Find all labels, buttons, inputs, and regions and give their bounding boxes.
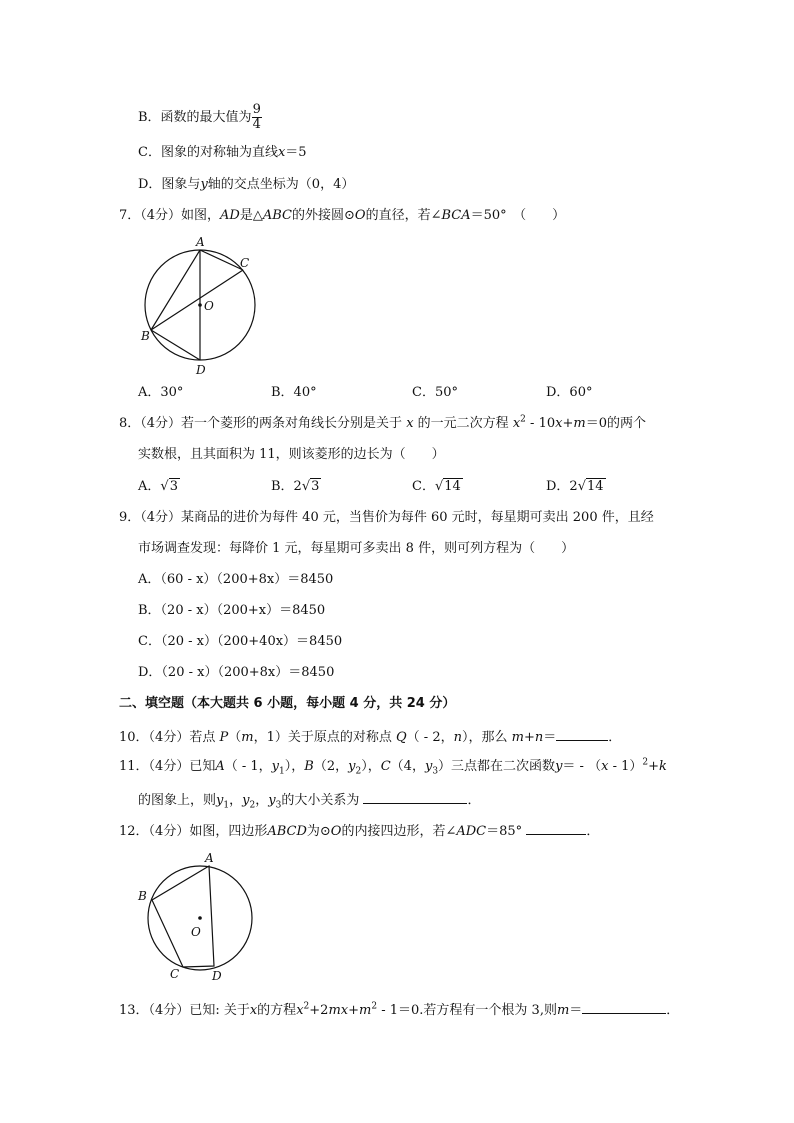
q7-label-d: D [196, 363, 206, 377]
q8-option-c-sqrt: √14 [434, 479, 461, 494]
q9-option-b: B．（20 - x）（200+x）＝8450 [138, 603, 326, 618]
q8-option-b-sqrt: √3 [301, 479, 320, 494]
q7-chord-ac [200, 250, 243, 270]
q13-answer-blank[interactable] [582, 1000, 666, 1014]
q8-option-b: B．2√3 [271, 479, 320, 494]
q12-label-a: A [205, 851, 214, 865]
q11-answer-blank[interactable] [363, 790, 467, 804]
q7-option-b: B．40° [271, 385, 317, 400]
q7-center-dot [198, 303, 202, 307]
q12-label-b: B [138, 889, 147, 903]
q8-option-d-sqrt: √14 [577, 479, 604, 494]
q8-option-d: D．2√14 [546, 479, 604, 494]
q8-stem-line1: 8．（4分）若一个菱形的两条对角线长分别是关于 x 的一元二次方程 $x^2 - 10x+m=0$的两个 [119, 414, 646, 431]
q6-option-c: C．图象的对称轴为直线x＝5 [138, 145, 307, 160]
q9-stem-line1: 9．（4分）某商品的进价为每件 40 元，当售价为每件 60 元时，每星期可卖出 200 件，且经 [119, 510, 654, 525]
q6-option-b-fraction: $\frac{9}{4}$ [252, 102, 261, 132]
q6-option-b-text: B．函数的最大值为 [138, 110, 252, 125]
q7-chord-bc [151, 270, 243, 330]
q9-option-d: D．（20 - x）（200+8x）＝8450 [138, 665, 335, 680]
q13-stem: 13．（4分）已知: 关于x的方程$x^2+2mx+m^2 - 1=0$.若方程有一个根为 3,则m＝ ． [119, 1001, 680, 1018]
q6-option-b [138, 103, 262, 132]
q7-stem: 7．（4分）如图，AD是△ABC的外接圆⊙O的直径，若∠BCA＝50° （ ） [119, 208, 566, 223]
q8-option-a: A．√3 [138, 479, 178, 494]
q10-stem: 10．（4分）若点 P（m，1）关于原点的对称点 Q（ - 2，n），那么 m+n＝ ． [119, 727, 621, 747]
q9-option-c: C．（20 - x）（200+40x）＝8450 [138, 634, 343, 649]
q8-option-a-sqrt: √3 [160, 479, 178, 494]
q12-label-c: C [170, 967, 180, 981]
q6-option-d: D．图象与y轴的交点坐标为（0，4） [138, 177, 355, 192]
q7-chord-ab [151, 250, 200, 330]
q12-label-o: O [191, 925, 201, 939]
q10-answer-blank[interactable] [556, 727, 608, 741]
q11-stem-line1: 11．（4分）已知A（ - 1，$y_1$），B（2，$y_2$），C（4，$y_3$）三点都在二次函数y＝ - （x - 1）$^2$+k [119, 757, 667, 777]
section-2-heading: 二、填空题（本大题共 6 小题，每小题 4 分，共 24 分） [119, 696, 456, 711]
q9-stem-line2: 市场调查发现：每降价 1 元，每星期可多卖出 8 件，则可列方程为（ ） [138, 541, 575, 556]
q7-chord-bd [151, 330, 200, 360]
q7-figure [135, 232, 265, 378]
q8-option-c: C．√14 [412, 479, 461, 494]
q12-center-dot [198, 916, 202, 920]
q8-stem-line2: 实数根，且其面积为 11，则该菱形的边长为（ ） [138, 447, 445, 462]
q12-answer-blank[interactable] [526, 821, 586, 835]
q7-option-c: C．50° [412, 385, 458, 400]
q7-label-a: A [196, 235, 205, 249]
q12-figure [134, 848, 259, 983]
q12-label-d: D [212, 969, 222, 983]
q7-option-d: D．60° [546, 385, 593, 400]
q7-label-c: C [240, 256, 250, 270]
q7-label-o: O [204, 299, 214, 313]
q7-label-b: B [141, 329, 150, 343]
q7-option-a: A．30° [138, 385, 184, 400]
q12-stem: 12．（4分）如图，四边形ABCD为⊙O的内接四边形，若∠ADC＝85° ． [119, 821, 599, 841]
q11-stem-line2: 的图象上，则$y_1$，$y_2$，$y_3$的大小关系为 ． [138, 790, 480, 810]
q9-option-a: A．（60 - x）（200+8x）＝8450 [138, 572, 334, 587]
